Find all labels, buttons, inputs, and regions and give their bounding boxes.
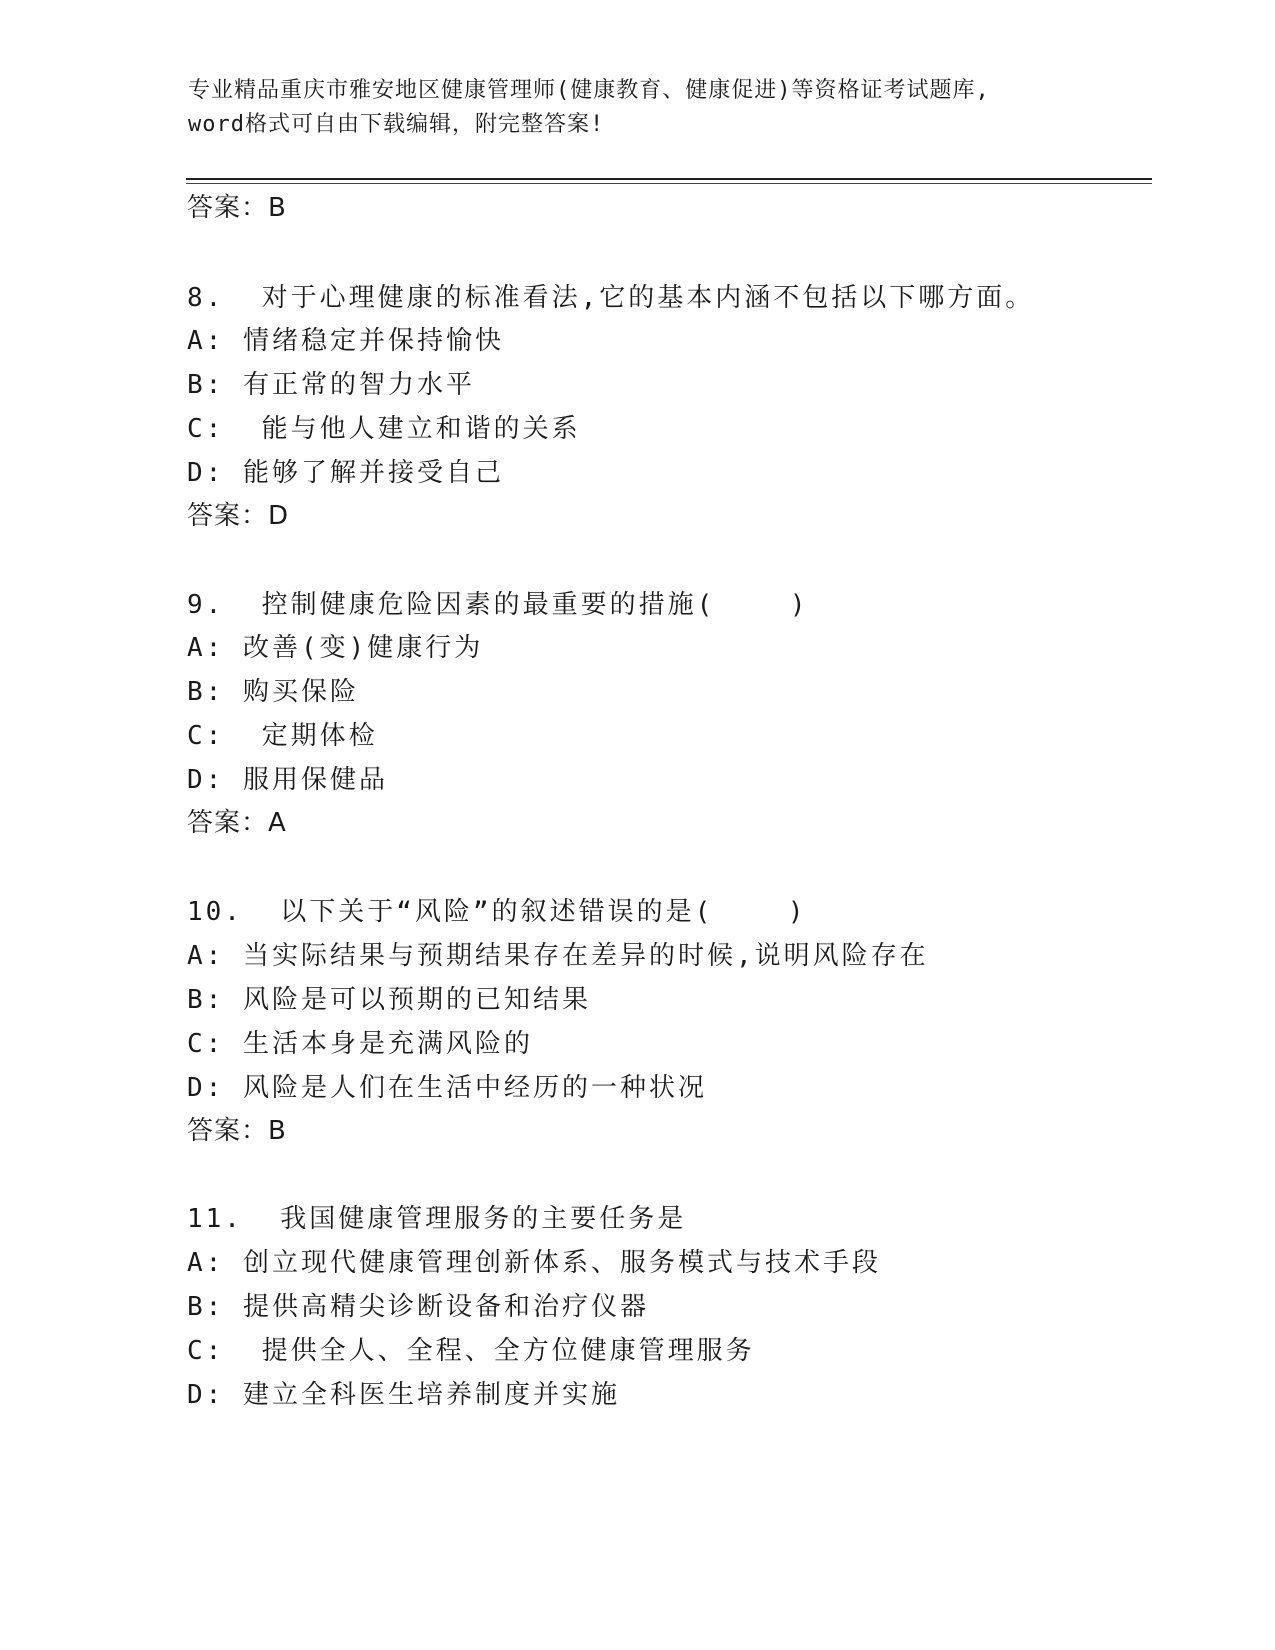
question-9-stem: 9. 控制健康危险因素的最重要的措施( ) xyxy=(187,590,809,620)
question-10-option-a: A: 当实际结果与预期结果存在差异的时候,说明风险存在 xyxy=(187,941,929,971)
question-10-option-c: C: 生活本身是充满风险的 xyxy=(187,1029,533,1059)
question-8-option-b: B: 有正常的智力水平 xyxy=(187,370,475,400)
answer-q10: 答案：B xyxy=(187,1116,287,1146)
question-11-stem: 11. 我国健康管理服务的主要任务是 xyxy=(187,1204,687,1234)
question-10-option-b: B: 风险是可以预期的已知结果 xyxy=(187,985,591,1015)
question-11-option-b: B: 提供高精尖诊断设备和治疗仪器 xyxy=(187,1292,649,1322)
question-10-option-d: D: 风险是人们在生活中经历的一种状况 xyxy=(187,1073,707,1103)
question-8-option-d: D: 能够了解并接受自己 xyxy=(187,458,504,488)
question-11-option-c: C: 提供全人、全程、全方位健康管理服务 xyxy=(187,1336,755,1366)
question-11-option-a: A: 创立现代健康管理创新体系、服务模式与技术手段 xyxy=(187,1248,881,1278)
answer-q7: 答案：B xyxy=(187,193,287,223)
question-11-option-d: D: 建立全科医生培养制度并实施 xyxy=(187,1380,620,1410)
answer-q9: 答案：A xyxy=(187,808,287,838)
question-10-stem: 10. 以下关于“风险”的叙述错误的是( ) xyxy=(187,897,807,927)
question-8-option-c: C: 能与他人建立和谐的关系 xyxy=(187,414,581,444)
header-line-1: 专业精品重庆市雅安地区健康管理师(健康教育、健康促进)等资格证考试题库, xyxy=(188,78,990,103)
question-8-stem: 8. 对于心理健康的标准看法,它的基本内涵不包括以下哪方面。 xyxy=(187,283,1035,313)
question-9-option-b: B: 购买保险 xyxy=(187,677,359,707)
question-9-option-a: A: 改善(变)健康行为 xyxy=(187,633,484,663)
answer-q8: 答案：D xyxy=(187,501,290,531)
question-8-option-a: A: 情绪稳定并保持愉快 xyxy=(187,326,504,356)
header-rule-thick xyxy=(186,178,1152,180)
question-9-option-d: D: 服用保健品 xyxy=(187,765,388,795)
header-rule-thin xyxy=(186,183,1152,184)
question-9-option-c: C: 定期体检 xyxy=(187,721,378,751)
header-line-2: word格式可自由下载编辑，附完整答案! xyxy=(188,112,605,137)
page-header xyxy=(188,74,1148,142)
